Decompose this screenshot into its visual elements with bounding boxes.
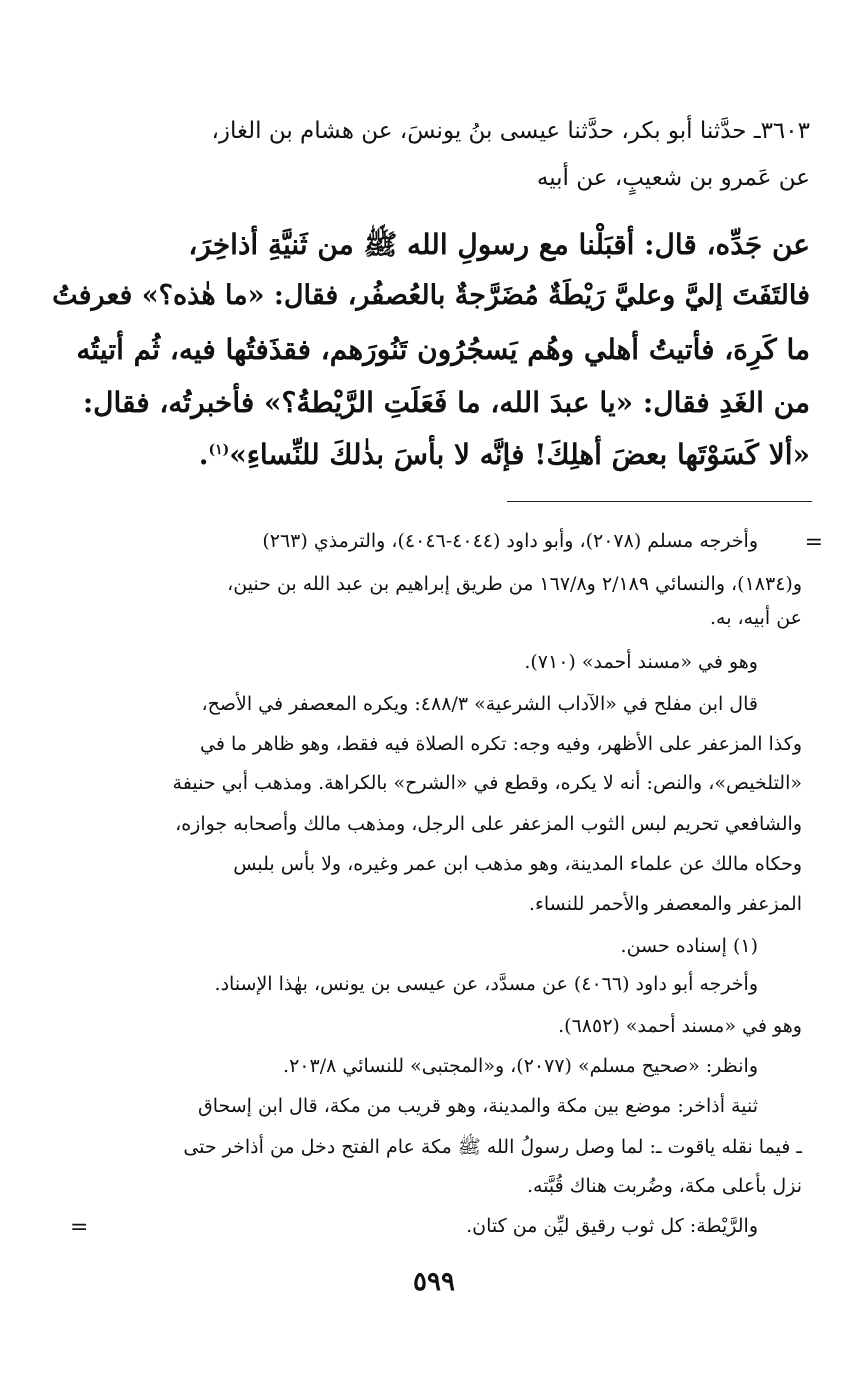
continuation-mark-bottom: = — [70, 1215, 89, 1240]
matn-end-mark: . — [198, 438, 209, 471]
isnad-line-1: ٣٦٠٣ـ حدَّثنا أبو بكر، حدَّثنا عيسى بنُ يونسَ، عن هشام بن الغاز، — [211, 118, 810, 144]
page-number: ٥٩٩ — [413, 1267, 455, 1297]
footnote-line: والشافعي تحريم لبس الثوب المزعفر على الرجل، ومذهب مالك وأصحابه جوازه، — [175, 813, 802, 835]
footnote-line: والرَّيْطة: كل ثوب رقيق ليِّن من كتان. — [466, 1215, 758, 1237]
footnote-line: وهو في «مسند أحمد» (٧١٠). — [524, 651, 758, 673]
footnote-line: قال ابن مفلح في «الآداب الشرعية» ٤٨٨/٣: ويكره المعصفر في الأصح، — [201, 693, 758, 715]
footnote-line: وأخرجه أبو داود (٤٠٦٦) عن مسدَّد، عن عيسى بن يونس، بهٰذا الإسناد. — [214, 973, 758, 995]
footnote-line: نزل بأعلى مكة، وضُربت هناك قُبَّته. — [526, 1175, 802, 1197]
footnote-line: عن أبيه، به. — [709, 607, 802, 629]
matn-line-5-text: «ألا كَسَوْتَها بعضَ أهلِكَ! فإنَّه لا بأسَ بذٰلكَ للنِّساءِ» — [229, 438, 810, 471]
footnote-line: المزعفر والمعصفر والأحمر للنساء. — [528, 893, 802, 915]
footnote-line: وكذا المزعفر على الأظهر، وفيه وجه: تكره الصلاة فيه فقط، وهو ظاهر ما في — [200, 733, 802, 755]
continuation-mark-top: = — [804, 530, 823, 555]
footnote-line: ـ فيما نقله ياقوت ـ: لما وصل رسولُ الله ﷺ مكة عام الفتح دخل من أذاخر حتى — [183, 1136, 802, 1158]
footnote-reference-1: (١) — [208, 442, 230, 458]
matn-line-3: ما كَرِهَ، فأتيتُ أهلي وهُم يَسجُرُون تَنُورَهم، فقذَفتُها فيه، ثُم أتيتُه — [76, 333, 810, 366]
footnote-line: «التلخيص»، والنص: أنه لا يكره، وقطع في «الشرح» بالكراهة. ومذهب أبي حنيفة — [172, 772, 802, 794]
footnote-line: (١) إسناده حسن. — [620, 935, 758, 957]
isnad-line-2: عن عَمرو بن شعيبٍ، عن أبيه — [536, 165, 810, 191]
matn-line-5 — [199, 438, 810, 471]
footnote-line: و(١٨٣٤)، والنسائي ٢/١٨٩ و١٦٧/٨ من طريق إبراهيم بن عبد الله بن حنين، — [227, 573, 802, 595]
matn-line-2: فالتَفَتَ إليَّ وعليَّ رَيْطَةٌ مُضَرَّجةٌ بالعُصفُر، فقال: «ما هٰذه؟» فعرفتُ — [52, 280, 810, 311]
matn-line-1: عن جَدِّه، قال: أقبَلْنا مع رسولِ الله ﷺ من ثَنيَّةِ أذاخِرَ، — [188, 228, 810, 261]
footnote-line: وانظر: «صحيح مسلم» (٢٠٧٧)، و«المجتبى» للنسائي ٢٠٣/٨. — [283, 1055, 758, 1077]
footnote-line: ثنية أذاخر: موضع بين مكة والمدينة، وهو قريب من مكة، قال ابن إسحاق — [197, 1095, 758, 1117]
matn-line-4: من الغَدِ فقال: «يا عبدَ الله، ما فَعَلَتِ الرَّيْطةُ؟» فأخبرتُه، فقال: — [82, 386, 810, 419]
footnote-separator-rule — [507, 501, 812, 502]
footnote-line: وهو في «مسند أحمد» (٦٨٥٢). — [558, 1015, 802, 1037]
footnote-line: وحكاه مالك عن علماء المدينة، وهو مذهب ابن عمر وغيره، ولا بأس بلبس — [233, 853, 802, 875]
footnote-line: وأخرجه مسلم (٢٠٧٨)، وأبو داود (٤٠٤٤-٤٠٤٦)، والترمذي (٢٦٣) — [262, 530, 758, 552]
